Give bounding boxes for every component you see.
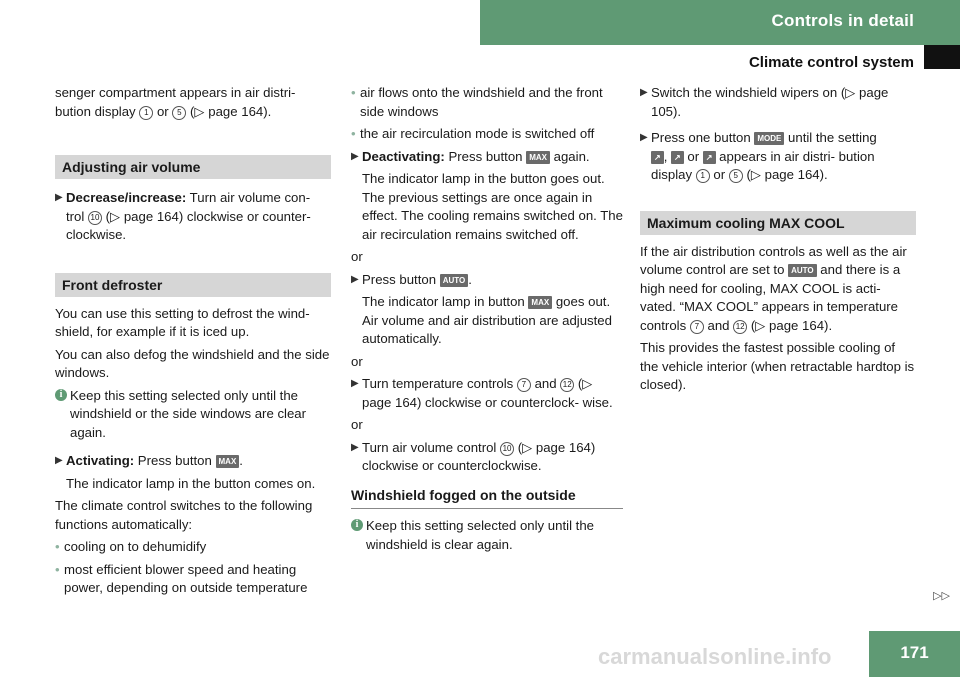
control-number-10: 10	[88, 211, 102, 225]
info-note-2: i Keep this setting selected only until the windshield is clear again.	[351, 517, 623, 554]
display-number-1: 1	[139, 106, 153, 120]
air-distribution-icon-1: ↗	[651, 151, 664, 164]
page-number: 171	[869, 631, 960, 677]
section-title: Controls in detail	[771, 11, 914, 30]
column-3	[640, 84, 916, 399]
column-2	[351, 84, 623, 558]
step-temperature: ▶ Turn temperature controls 7 and 12 (▷ page 164) clockwise or counterclock- wise.	[351, 376, 613, 410]
air-distribution-icon-3: ↗	[703, 151, 716, 164]
step-arrow-icon: ▶	[351, 378, 359, 389]
step-press-auto: ▶ Press button AUTO .	[351, 271, 623, 290]
step-activating: ▶ Activating: Press button MAX .	[55, 452, 331, 471]
control-number-12: 12	[733, 320, 747, 334]
paragraph-defrost: You can use this setting to defrost the wind- shield, for example if it is iced up.	[55, 305, 310, 339]
info-icon: i	[351, 519, 363, 531]
heading-adjusting-air-volume: Adjusting air volume	[55, 155, 331, 179]
subsection-title: Climate control system	[748, 54, 914, 71]
step-decrease-increase: ▶ Decrease/increase: Turn air volume con- trol 10 (▷ page 164) clockwise or counter- clockwise.	[55, 190, 311, 242]
paragraph-fastest-cooling: This provides the fastest possible cooling of the vehicle interior (when retractable hardtop is closed).	[640, 340, 915, 392]
auto-button-icon: AUTO	[788, 264, 817, 277]
activating-result: The indicator lamp in the button comes on.	[66, 475, 316, 491]
mode-button-icon: MODE	[754, 132, 784, 145]
step-arrow-icon: ▶	[351, 441, 359, 453]
auto-button-icon: AUTO	[440, 274, 469, 287]
display-number-5: 5	[729, 169, 743, 183]
step-wipers: ▶ Switch the windshield wipers on (▷ page 105).	[640, 85, 889, 119]
step-arrow-icon: ▶	[55, 455, 63, 466]
control-number-7: 7	[690, 320, 704, 334]
step-arrow-icon: ▶	[640, 87, 648, 98]
step-arrow-icon: ▶	[640, 132, 648, 143]
header-marker	[924, 45, 960, 69]
watermark: carmanualsonline.info	[598, 644, 832, 669]
display-number-1: 1	[696, 169, 710, 183]
display-number-5: 5	[172, 106, 186, 120]
or-separator: or	[351, 417, 363, 432]
paragraph-auto-functions: The climate control switches to the following functions automatically:	[55, 498, 313, 532]
next-page-icon: ▷▷	[933, 590, 950, 602]
control-number-7: 7	[517, 378, 531, 392]
or-separator: or	[351, 249, 363, 264]
control-number-12: 12	[560, 378, 574, 392]
auto-result: The indicator lamp in button MAX goes out. Air volume and air distribution are adjusted automatically.	[362, 294, 612, 346]
intro-paragraph: senger compartment appears in air distri- bution display 1 or 5 (▷ page 164).	[55, 85, 296, 119]
deactivating-result: The indicator lamp in the button goes out. The previous settings are once again in effect. The cooling remains switched on. The air recirculation remains switched off.	[362, 171, 623, 242]
info-note-1: i Keep this setting selected only until the windshield or the side windows are clear again.	[55, 387, 331, 443]
step-arrow-icon: ▶	[351, 150, 359, 162]
bullet-recirculation: • the air recirculation mode is switched off	[351, 125, 623, 144]
air-distribution-icon-2: ↗	[671, 151, 684, 164]
step-mode: ▶ Press one button MODE until the setting ↗ , ↗ or ↗ appears in air distri- bution display 1 or 5 (▷ page 164).	[640, 130, 877, 182]
bullet-air-flow: • air flows onto the windshield and the front side windows	[351, 84, 623, 121]
defrost-max-button-icon: MAX	[528, 296, 552, 309]
or-separator: or	[351, 353, 363, 369]
bullet-cooling: • cooling on to dehumidify	[55, 538, 331, 557]
paragraph-defog: You can also defog the windshield and the side windows.	[55, 346, 330, 380]
step-air-volume: ▶ Turn air volume control 10 (▷ page 164) clockwise or counterclockwise.	[351, 439, 596, 473]
heading-max-cool: Maximum cooling MAX COOL	[640, 211, 916, 235]
heading-windshield-fogged: Windshield fogged on the outside	[351, 486, 623, 510]
paragraph-max-cool: If the air distribution controls as well as the air volume control are set to AUTO and there is a high need for cooling, MAX COOL is acti- vated. “MAX COOL” appears in temperature controls 7 and 12 (▷ page 164).	[640, 243, 907, 333]
column-1	[55, 84, 331, 602]
step-deactivating: ▶ Deactivating: Press button MAX again.	[351, 148, 623, 167]
step-arrow-icon: ▶	[351, 273, 359, 285]
defrost-max-button-icon: MAX	[216, 455, 240, 468]
control-number-10: 10	[500, 442, 514, 456]
step-arrow-icon: ▶	[55, 192, 63, 203]
info-icon: i	[55, 389, 67, 401]
bullet-blower: • most efficient blower speed and heating power, depending on outside temperature	[55, 561, 331, 598]
heading-front-defroster: Front defroster	[55, 273, 331, 297]
defrost-max-button-icon: MAX	[526, 151, 550, 164]
